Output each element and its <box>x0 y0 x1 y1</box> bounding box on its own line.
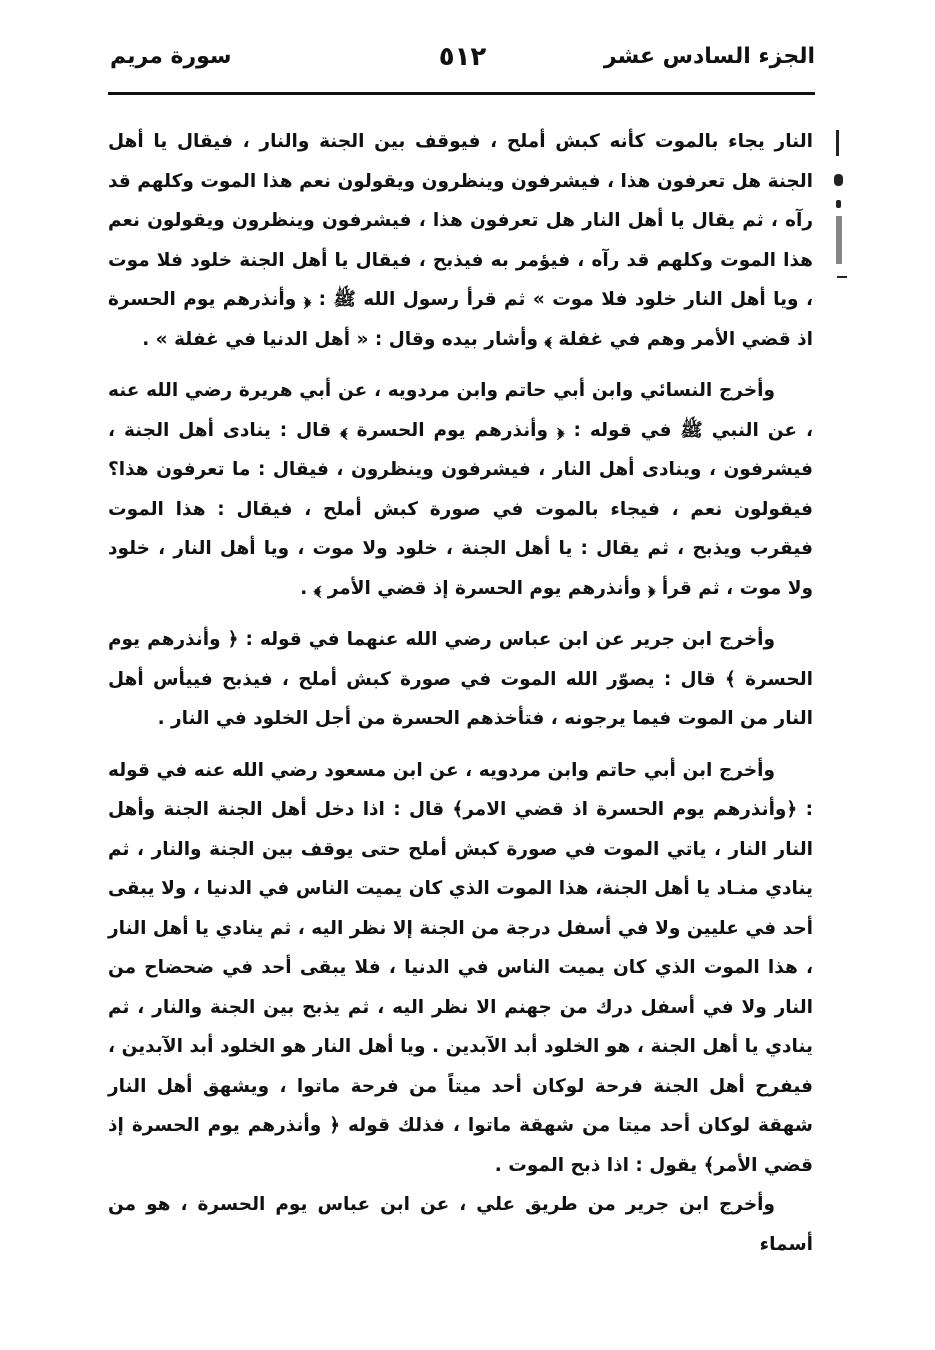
page-number: ٥١٢ <box>438 42 487 72</box>
margin-mark <box>834 174 843 186</box>
margin-mark <box>836 130 839 156</box>
part-title: الجزء السادس عشر <box>603 44 815 69</box>
paragraph-5: وأخرج ابن جرير من طريق علي ، عن ابن عباس يوم الحسرة ، هو من أسماء <box>108 1194 813 1255</box>
header-rule <box>108 92 815 95</box>
paragraph-1: النار يجاء بالموت كأنه كبش أملح ، فيوقف بين الجنة والنار ، فيقال يا أهل الجنة هل تعرفون هذا ، فيشرفون وينظرون ويقولون نعم هذا الموت وكلهم قد رآه ، ثم يقال يا أهل النار هل تعرفون هذا ، فيشرفون وينظرون ويقولون نعم هذا الموت وكلهم قد رآه ، فيؤمر به فيذبح ، فيقال يا أهل الجنة خلود فلا موت ، ويا أهل النار خلود فلا موت » ثم قرأ رسول الله ﷺ : ﴿ وأنذرهم يوم الحسرة اذ قضي الأمر وهم في غفلة ﴾ وأشار بيده وقال : « أهل الدنيا في غفلة » . <box>108 131 813 350</box>
margin-mark <box>837 276 847 278</box>
paragraph-4: وأخرج ابن أبي حاتم وابن مردويه ، عن ابن مسعود رضي الله عنه في قوله : ﴿وأنذرهم يوم الحسرة اذ قضي الامر﴾ قال : اذا دخل أهل الجنة الجنة وأهل النار النار ، ياتي الموت في صورة كبش أملح حتى يوقف بين الجنة والنار ، ثم ينادي منـاد يا أهل الجنة، هذا الموت الذي كان يميت الناس في الدنيا ، ولا يبقى أحد في عليين ولا في أسفل درجة من الجنة إلا نظر اليه ، ثم ينادي يا أهل النار ، هذا الموت الذي كان يميت الناس في الدنيا ، فلا يبقى أحد في ضحضاح من النار ولا في أسفل درك من جهنم الا نظر اليه ، ثم يذبح بين الجنة والنار ، ثم ينادي يا أهل الجنة ، هو الخلود أبد الآبدين . ويا أهل النار هو الخلود أبد الآبدين ، فيفرح أهل الجنة فرحة لوكان أحد ميتاً من فرحة ماتوا ، ويشهق أهل النار شهقة لوكان أحد ميتا من شهقة ماتوا ، فذلك قوله ﴿ وأنذرهم يوم الحسرة إذ قضي الأمر﴾ يقول : اذا ذبح الموت . <box>108 759 813 1176</box>
margin-mark <box>836 200 841 208</box>
margin-marks <box>829 130 847 290</box>
paragraph-3: وأخرج ابن جرير عن ابن عباس رضي الله عنهما في قوله : ﴿ وأنذرهم يوم الحسرة ﴾ قال : يصوّر الله الموت في صورة كبش أملح ، فيذبح فييأس أهل النار من الموت فيما يرجونه ، فتأخذهم الحسرة من أجل الخلود في النار . <box>108 629 813 729</box>
paragraph-2: وأخرج النسائي وابن أبي حاتم وابن مردويه ، عن أبي هريرة رضي الله عنه ، عن النبي ﷺ في قوله : ﴿ وأنذرهم يوم الحسرة ﴾ قال : ينادى أهل الجنة ، فيشرفون ، وينادى أهل النار ، فيشرفون وينظرون ، فيقال : ما تعرفون هذا؟فيقولون نعم ، فيجاء بالموت في صورة كبش أملح ، فيقال : هذا الموت فيقرب ويذبح ، ثم يقال : يا أهل الجنة ، خلود ولا موت ، ويا أهل النار ، خلود ولا موت ، ثم قرأ ﴿ وأنذرهم يوم الحسرة إذ قضي الأمر ﴾ . <box>108 380 813 599</box>
main-text <box>108 122 813 1264</box>
surah-title: سورة مريم <box>110 44 232 69</box>
running-header <box>110 42 815 86</box>
margin-mark <box>836 216 842 264</box>
